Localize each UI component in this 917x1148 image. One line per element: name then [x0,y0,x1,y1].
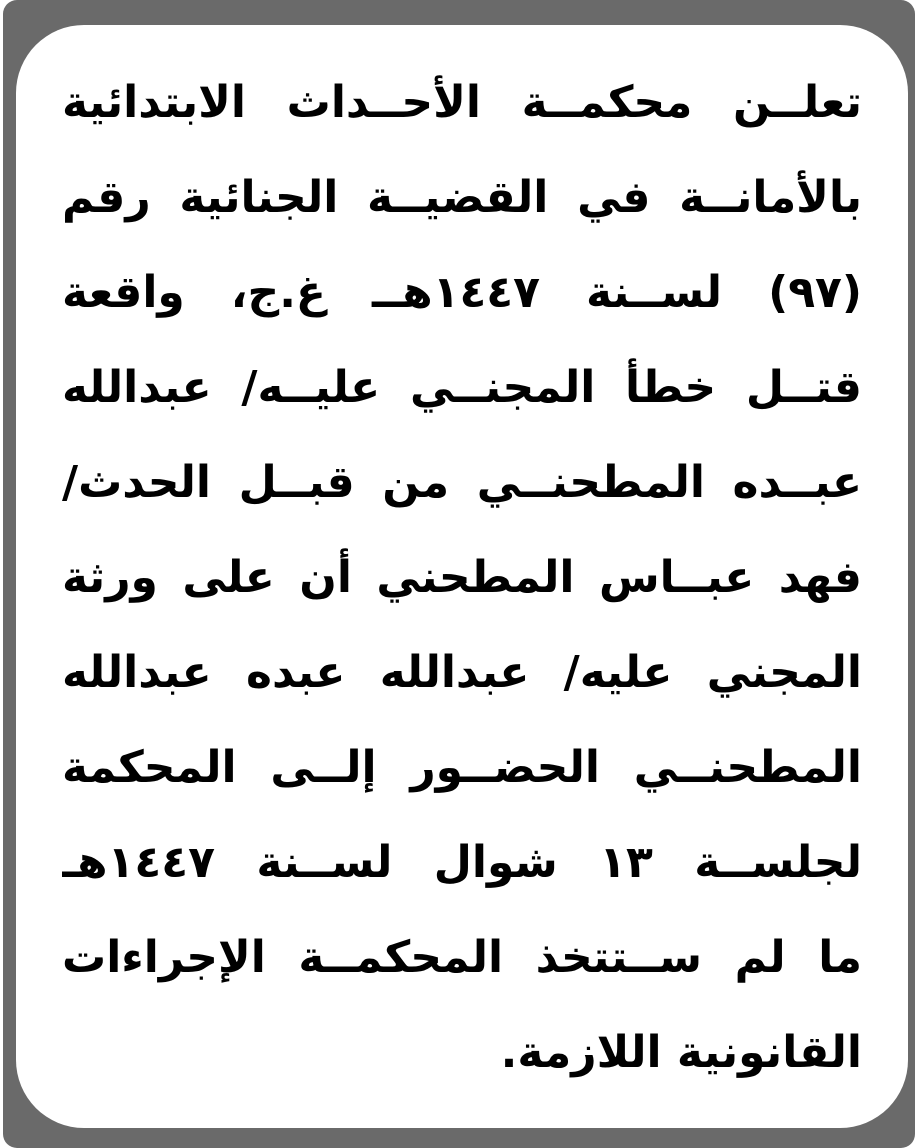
notice-line: المطحنــي الحضــور إلــى المحكمة [62,742,862,793]
notice-line: تعلــن محكمــة الأحــداث الابتدائية [62,77,862,128]
notice-line: المجني عليه/ عبدالله عبده عبدالله [62,647,862,698]
notice-line: (٩٧) لســنة ١٤٤٧هــ غ.ج، واقعة [62,267,862,318]
notice-line: قتــل خطأ المجنــي عليــه/ عبدالله [62,362,862,413]
notice-line: لجلســة ١٣ شوال لســنة ١٤٤٧هـ [62,837,862,888]
notice-line: بالأمانــة في القضيــة الجنائية رقم [62,172,862,223]
court-notice-text [16,25,908,1128]
notice-line-last: القانونية اللازمة. [500,1027,862,1078]
notice-line: ما لم ســتتخذ المحكمــة الإجراءات [62,932,862,983]
notice-line: فهد عبــاس المطحني أن على ورثة [62,552,862,603]
notice-line: عبــده المطحنــي من قبــل الحدث/ [62,457,862,508]
newspaper-page-background [3,0,915,1148]
court-notice-card [16,25,908,1128]
